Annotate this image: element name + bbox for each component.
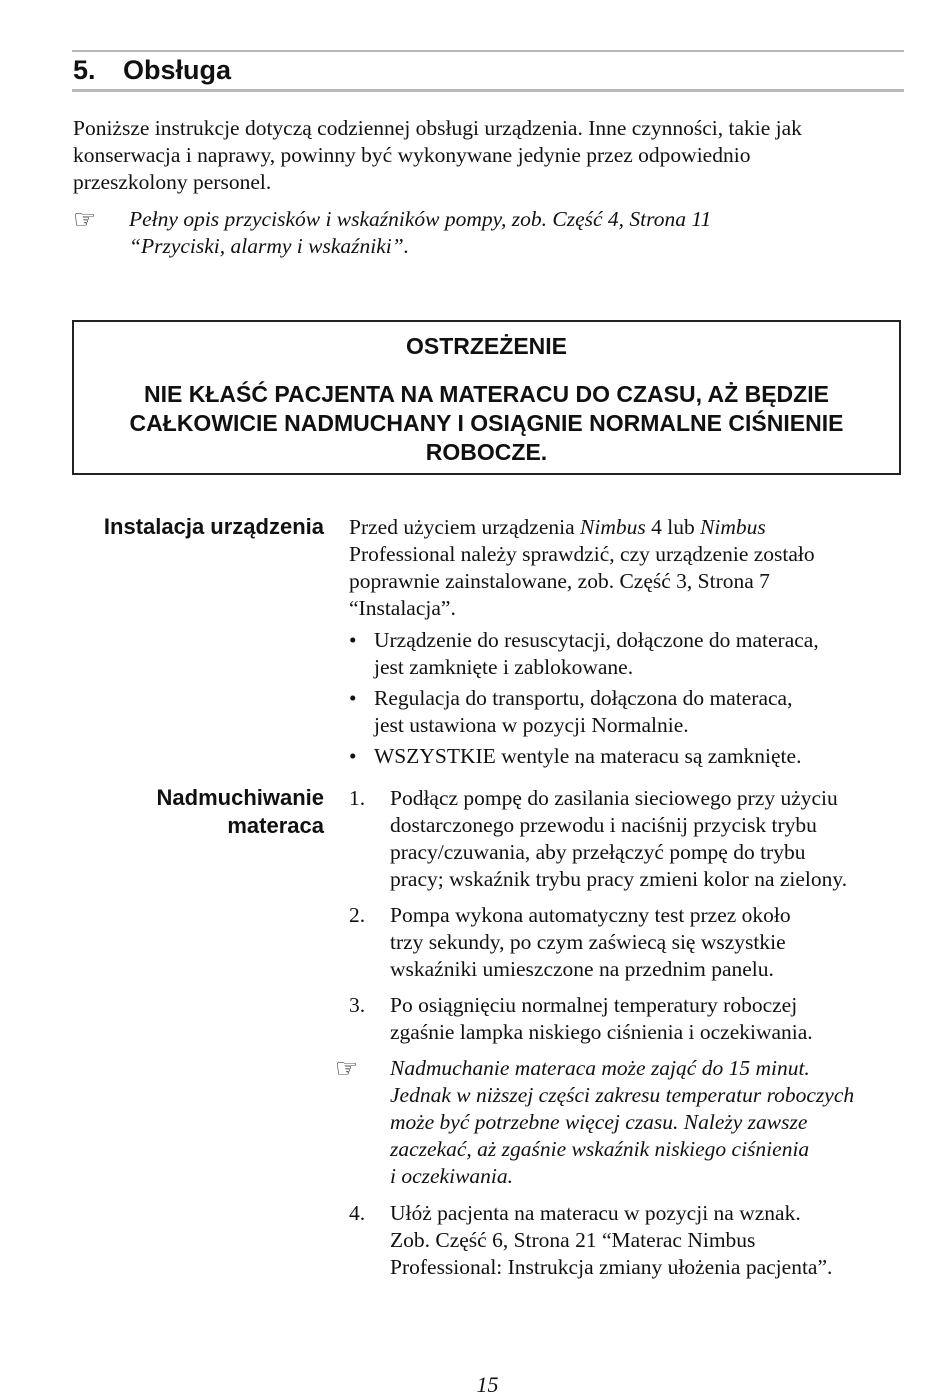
step-line: Pompa wykona automatyczny test przez około [390,903,791,927]
step-number: 2. [349,903,366,927]
bullet-line: jest zamknięte i zablokowane. [374,655,634,679]
warning-line: CAŁKOWICIE NADMUCHANY I OSIĄGNIE NORMALNE CIŚNIENIE [129,410,844,436]
text-run: 4 lub [645,515,701,539]
step-line: Ułóż pacjenta na materacu w pozycji na wznak. [390,1201,801,1225]
pointing-hand-icon: ☞ [73,205,97,234]
pointing-hand-icon: ☞ [335,1054,359,1083]
step-line: zgaśnie lampka niskiego ciśnienia i oczekiwania. [390,1020,813,1044]
step-line: Professional: Instrukcja zmiany ułożenia pacjenta”. [390,1255,833,1279]
warning-line: NIE KŁAŚĆ PACJENTA NA MATERACU DO CZASU, AŻ BĘDZIE [144,381,829,407]
note-line: Nadmuchanie materaca może zająć do 15 minut. [390,1056,810,1080]
warning-text [84,380,889,467]
header-rule-bottom [72,89,904,92]
warning-box [72,320,901,475]
intro-paragraph [73,115,905,196]
bullet-line: WSZYSTKIE wentyle na materacu są zamknięte. [374,744,802,768]
inflation-label [157,784,324,840]
step-number: 4. [349,1201,366,1225]
bullet-line: Regulacja do transportu, dołączona do materaca, [374,686,793,710]
installation-paragraph [349,514,909,622]
inflation-label-line: Nadmuchiwanie [156,785,324,810]
page-number: 15 [476,1372,499,1397]
section-heading [73,52,231,88]
step-line: Po osiągnięciu normalnej temperatury roboczej [390,993,798,1017]
step-line: Podłącz pompę do zasilania sieciowego przy użyciu [390,786,838,810]
step-line: wskaźniki umieszczone na przednim panelu. [390,957,774,981]
note-line: “Przyciski, alarmy i wskaźniki”. [129,234,410,258]
section-title: Obsługa [123,55,232,85]
text-run: Przed użyciem urządzenia [349,515,580,539]
bullet-dot: • [349,628,357,652]
step-line: pracy; wskaźnik trybu pracy zmieni kolor na zielony. [390,867,848,891]
bullet-dot: • [349,686,357,710]
note-line: i oczekiwania. [390,1164,514,1188]
product-name: Nimbus [700,515,766,539]
intro-line: przeszkolony personel. [73,170,272,194]
note-line: może być potrzebne więcej czasu. Należy zawsze [390,1110,808,1134]
installation-label: Instalacja urządzenia [103,514,324,539]
step-number: 3. [349,993,366,1017]
step-line: pracy/czuwania, aby przełączyć pompę do trybu [390,840,806,864]
intro-line: konserwacja i naprawy, powinny być wykonywane jedynie przez odpowiednio [73,143,751,167]
step-line: Zob. Część 6, Strona 21 “Materac Nimbus [390,1228,756,1252]
step-line: trzy sekundy, po czym zaświecą się wszystkie [390,930,786,954]
note-line: Pełny opis przycisków i wskaźników pompy, zob. Część 4, Strona 11 [129,207,712,231]
installation-line: poprawnie zainstalowane, zob. Część 3, Strona 7 [349,569,770,593]
step-number: 1. [349,786,366,810]
step-line: dostarczonego przewodu i naciśnij przycisk trybu [390,813,817,837]
bullet-dot: • [349,744,357,768]
bullet-line: Urządzenie do resuscytacji, dołączone do materaca, [374,628,819,652]
installation-line: “Instalacja”. [349,596,456,620]
warning-line: ROBOCZE. [425,439,548,465]
product-name: Nimbus [580,515,646,539]
intro-line: Poniższe instrukcje dotyczą codziennej obsługi urządzenia. Inne czynności, takie jak [73,116,802,140]
warning-title: OSTRZEŻENIE [405,333,567,359]
section-number: 5. [73,55,96,85]
note-line: zaczekać, aż zgaśnie wskaźnik niskiego ciśnienia [390,1137,810,1161]
installation-line [349,514,909,541]
installation-line: Professional należy sprawdzić, czy urządzenie zostało [349,542,815,566]
note-line: Jednak w niższej części zakresu temperatur roboczych [390,1083,855,1107]
bullet-line: jest ustawiona w pozycji Normalnie. [374,713,689,737]
inflation-label-line: materaca [227,813,324,838]
